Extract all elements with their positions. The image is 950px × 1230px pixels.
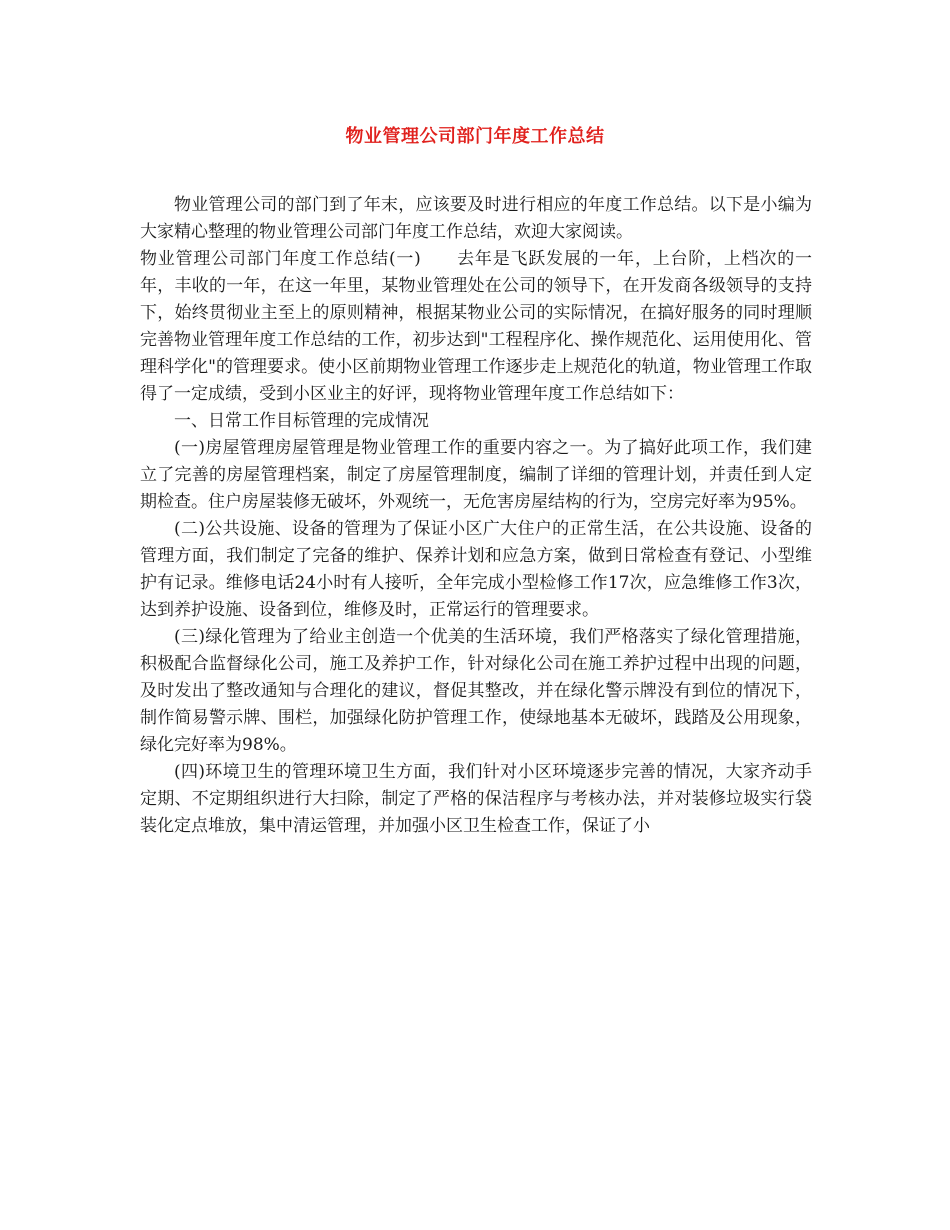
- section-heading-1: 一、日常工作目标管理的完成情况: [174, 411, 429, 431]
- greening-management-paragraph: (三)绿化管理为了给业主创造一个优美的生活环境，我们严格落实了绿化管理措施，积极配合监督绿化公司，施工及养护工作，针对绿化公司在施工养护过程中出现的问题，及时发出了整改通知与合理化的建议，督促其整改，并在绿化警示牌没有到位的情况下，制作简易警示牌、围栏，加强绿化防护管理工作，使绿地基本无破坏，践踏及公用现象，绿化完好率为98%。: [140, 627, 812, 755]
- housing-management-paragraph: (一)房屋管理房屋管理是物业管理工作的重要内容之一。为了搞好此项工作，我们建立了完善的房屋管理档案，制定了房屋管理制度，编制了详细的管理计划，并责任到人定期检查。住户房屋装修无破坏，外观统一，无危害房屋结构的行为，空房完好率为95%。: [140, 438, 812, 512]
- document-title: 物业管理公司部门年度工作总结: [345, 126, 605, 147]
- intro-paragraph: 物业管理公司的部门到了年末，应该要及时进行相应的年度工作总结。以下是小编为大家精心整理的物业管理公司部门年度工作总结，欢迎大家阅读。: [140, 195, 812, 242]
- facilities-management-paragraph: (二)公共设施、设备的管理为了保证小区广大住户的正常生活，在公共设施、设备的管理方面，我们制定了完备的维护、保养计划和应急方案，做到日常检查有登记、小型维护有记录。维修电话24小时有人接听，全年完成小型检修工作17次，应急维修工作3次，达到养护设施、设备到位，维修及时，正常运行的管理要求。: [140, 519, 812, 620]
- sanitation-management-paragraph: (四)环境卫生的管理环境卫生方面，我们针对小区环境逐步完善的情况，大家齐动手定期、不定期组织进行大扫除，制定了严格的保洁程序与考核办法，并对装修垃圾实行袋装化定点堆放，集中清运管理，并加强小区卫生检查工作，保证了小: [140, 762, 812, 836]
- summary-paragraph-1: 物业管理公司部门年度工作总结(一) 去年是飞跃发展的一年，上台阶，上档次的一年，丰收的一年，在这一年里，某物业管理处在公司的领导下，在开发商各级领导的支持下，始终贯彻业主至上的原则精神，根据某物业公司的实际情况，在搞好服务的同时理顺完善物业管理年度工作总结的工作，初步达到"工程程序化、操作规范化、运用使用化、管理科学化"的管理要求。使小区前期物业管理工作逐步走上规范化的轨道，物业管理工作取得了一定成绩，受到小区业主的好评，现将物业管理年度工作总结如下：: [140, 249, 812, 404]
- document-body: [140, 192, 812, 840]
